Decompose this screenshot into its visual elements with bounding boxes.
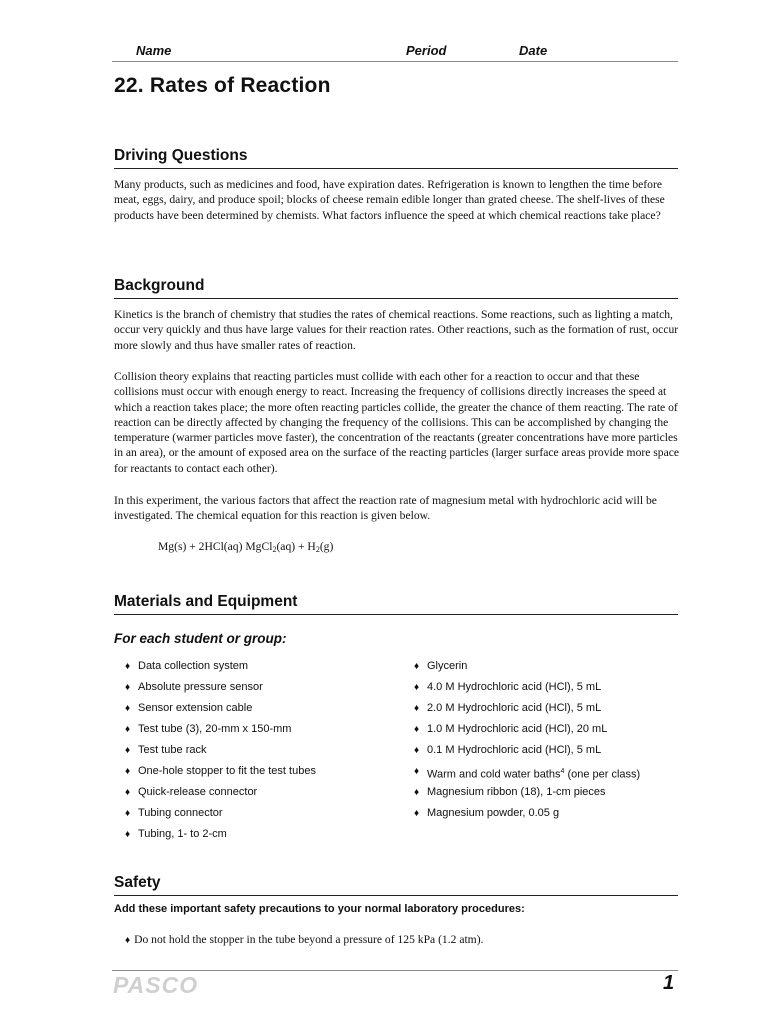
material-label: Tubing, 1- to 2-cm [138,828,227,840]
background-heading: Background [114,277,678,299]
materials-list-right [414,659,640,827]
list-item [125,764,316,785]
list-item [414,806,640,827]
chemical-equation [158,540,333,554]
background-paragraph-1: Kinetics is the branch of chemistry that studies the rates of chemical reactions. Some reactions, such as lighting a match, occur very quickly and thus have large values for their reaction rates. Other reactions, such as the formation of rust, occur more slowly and thus have smaller rates of reaction. [114,308,679,352]
bullet-icon: ♦ [125,745,131,756]
bullet-icon: ♦ [125,661,131,672]
bullet-icon: ♦ [414,745,420,756]
safety-item-text: Do not hold the stopper in the tube beyond a pressure of 125 kPa (1.2 atm). [134,933,484,946]
bullet-icon: ♦ [125,787,131,798]
list-item [125,680,316,701]
list-item [125,659,316,680]
equation-reactants: Mg(s) + 2HCl(aq) [158,540,246,553]
bullet-icon: ♦ [125,766,131,777]
list-item [125,701,316,722]
list-item [125,743,316,764]
bullet-icon: ♦ [125,829,131,840]
material-label: Test tube (3), 20-mm x 150-mm [138,723,292,735]
list-item [125,806,316,827]
material-label: Glycerin [427,660,468,672]
bullet-icon: ♦ [414,682,420,693]
material-label: Tubing connector [138,807,223,819]
footer-divider [112,970,678,971]
pasco-logo: PASCO [113,972,199,998]
material-label: Warm and cold water baths [427,768,561,781]
material-label: Data collection system [138,660,249,672]
list-item [414,722,640,743]
background-paragraph-3: In this experiment, the various factors that affect the reaction rate of magnesium metal with hydrochloric acid will be investigated. The chemical equation for this reaction is given below. [114,494,657,523]
materials-subheading: For each student or group: [114,631,287,646]
bullet-icon: ♦ [414,703,420,714]
material-label-suffix: (one per class) [564,768,641,781]
safety-note: Add these important safety precautions to your normal laboratory procedures: [114,903,525,915]
list-item [414,680,640,701]
material-label: 1.0 M Hydrochloric acid (HCl), 20 mL [427,723,608,735]
bullet-icon: ♦ [125,703,131,714]
student-info-header [112,43,678,62]
equation-product-state: (g) [319,540,334,553]
driving-questions-text: Many products, such as medicines and food, have expiration dates. Refrigeration is known to lengthen the time before meat, eggs, dairy, and produce spoil; blocks of cheese remain edible longer than grated cheese. The shelf-lives of these products have been determined by chemists. What factors influence the speed at which chemical reactions take place? [114,178,665,222]
materials-list-left [125,659,316,848]
list-item [414,659,640,680]
list-item [125,785,316,806]
material-label: 4.0 M Hydrochloric acid (HCl), 5 mL [427,681,602,693]
list-item [414,743,640,764]
material-label: One-hole stopper to fit the test tubes [138,765,316,777]
bullet-icon: ♦ [414,661,420,672]
footnote-marker: 4 [560,768,565,775]
material-label: Quick-release connector [138,786,258,798]
material-label: 0.1 M Hydrochloric acid (HCl), 5 mL [427,744,602,756]
material-label: Magnesium powder, 0.05 g [427,807,560,819]
equation-subscript: 2 [315,545,320,554]
materials-heading: Materials and Equipment [114,593,678,615]
page-title: 22. Rates of Reaction [114,74,331,97]
material-label: Test tube rack [138,744,207,756]
bullet-icon: ♦ [414,808,420,819]
equation-subscript: 2 [272,545,277,554]
equation-product-h: (aq) + H [276,540,316,553]
material-label: 2.0 M Hydrochloric acid (HCl), 5 mL [427,702,602,714]
date-label: Date [519,43,548,58]
list-item [414,764,640,785]
period-label: Period [406,43,447,58]
bullet-icon: ♦ [414,766,420,777]
list-item [125,722,316,743]
bullet-icon: ♦ [125,682,131,693]
bullet-icon: ♦ [414,787,420,798]
safety-heading: Safety [114,874,678,896]
bullet-icon: ♦ [125,724,131,735]
bullet-icon: ♦ [414,724,420,735]
driving-questions-heading: Driving Questions [114,147,678,169]
list-item [125,827,316,848]
bullet-icon: ♦ [125,808,131,819]
background-paragraph-2: Collision theory explains that reacting particles must collide with each other for a reaction to occur and that these collisions must occur with enough energy to react. Increasing the frequency of collisions directly increases the speed at which a reaction takes place; the more often reacting particles collide, the greater the chance of them reacting. The rate of reaction can be directly affected by changing the frequency of the collisions. This can be accomplished by changing the temperature (warmer particles move faster), the concentration of the reactants (greater concentrations have more particles in an area), or the amount of exposed area on the surface of the reacting particles (larger surface areas provide more space for reactants to contact each other). [114,370,680,475]
equation-product-mgcl: MgCl [245,540,273,553]
page-number: 1 [663,972,675,994]
safety-item [125,933,483,946]
list-item [414,701,640,722]
material-label: Sensor extension cable [138,702,253,714]
list-item [414,785,640,806]
name-label: Name [136,43,172,58]
material-label: Absolute pressure sensor [138,681,263,693]
bullet-icon: ♦ [125,935,131,946]
material-label: Magnesium ribbon (18), 1-cm pieces [427,786,606,798]
